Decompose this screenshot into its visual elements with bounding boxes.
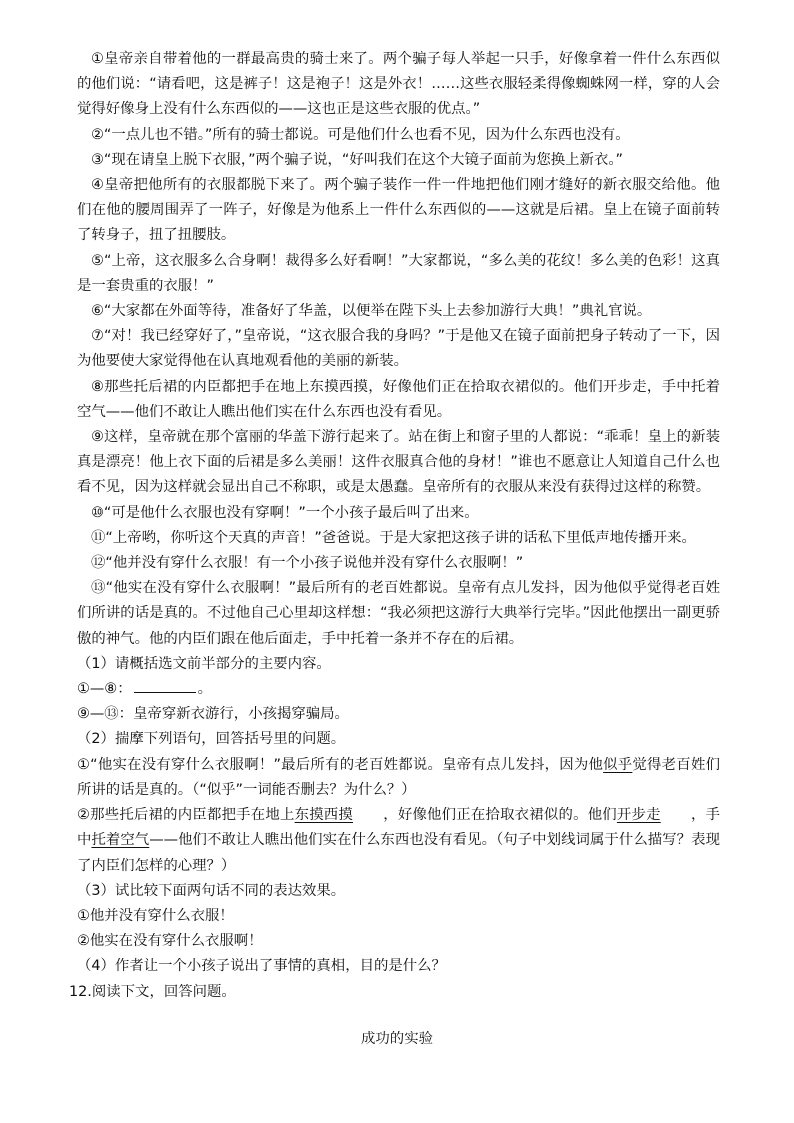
answer-blank[interactable]: [134, 678, 196, 693]
passage-paragraph-11: ⑪“上帝哟，你听这个天真的声音！”爸爸说。于是大家把这孩子讲的话私下里低声地传播开来。: [91, 529, 696, 546]
next-question-instruction: 12.阅读下文，回答问题。: [69, 983, 236, 1000]
question-2-part-a-text: ①“他实在没有穿什么衣服啊！”最后所有的老百姓都说。皇帝有点儿发抖，因为他: [77, 756, 604, 773]
document-body: [69, 47, 720, 1005]
passage-paragraph-5: ⑤“上帝，这衣服多么合身啊！裁得多么好看啊！”大家都说，“多么美的花纹！多么美的色彩！这真是一套贵重的衣服！”: [77, 252, 720, 294]
question-2-part-b-text-2: ，好像他们正在拾取衣裙似的。他们: [383, 807, 617, 824]
question-2-part-b-text-3: ，手中: [77, 807, 720, 849]
question-2-part-a-text-end: 觉得老百姓们所讲的话是真的。（“似乎”一词能否删去？为什么？）: [77, 756, 720, 798]
passage-paragraph-4: ④皇帝把他所有的衣服都脱下来了。两个骗子装作一件一件地把他们刚才缝好的新衣服交给他。他们在他的腰周围弄了一阵子，好像是为他系上一件什么东西似的——这就是后裙。皇上在镜子面前转了转身子，扭了扭腰肢。: [77, 177, 720, 244]
question-4: （4）作者让一个小孩子说出了事情的真相，目的是什么？: [77, 958, 446, 975]
passage-paragraph-1: ①皇帝亲自带着他的一群最高贵的骑士来了。两个骗子每人举起一只手，好像拿着一件什么东西似的他们说：“请看吧，这是裤子！这是袍子！这是外衣！……这些衣服轻柔得像蜘蛛网一样，穿的人会觉得好像身上没有什么东西似的——这也正是这些衣服的优点。”: [77, 51, 720, 118]
question-3-sentence-a: ①他并没有穿什么衣服！: [77, 907, 234, 924]
passage-paragraph-9: ⑨这样，皇帝就在那个富丽的华盖下游行起来了。站在街上和窗子里的人都说：“乖乖！皇上的新装真是漂亮！他上衣下面的后裙是多么美丽！这件衣服真合他的身材！”谁也不愿意让人知道自己什么也看不见，因为这样就会显出自己不称职，或是太愚蠢。皇帝所有的衣服从来没有获得过这样的称赞。: [77, 429, 720, 496]
question-2-part-b-text-4: ——他们不敢让人瞧出他们实在什么东西也没有看见。（句子中划线词属于什么描写？表现了内臣们怎样的心理？）: [77, 832, 720, 874]
passage-paragraph-12: ⑫“他并没有穿什么衣服！有一个小孩子说他并没有穿什么衣服啊！”: [91, 555, 524, 572]
question-2-part-b-text-1: ②那些托后裙的内臣都把手在地上: [77, 807, 295, 824]
passage-paragraph-6: ⑥“大家都在外面等待，准备好了华盖，以便举在陛下头上去参加游行大典！”典礼官说。: [91, 303, 652, 320]
question-1-part-b: ⑨—⑬：皇帝穿新衣游行，小孩揭穿骗局。: [77, 706, 349, 723]
question-2-part-a: [77, 753, 720, 803]
question-2: （2）揣摩下列语句，回答括号里的问题。: [77, 731, 346, 748]
question-1: （1）请概括选文前半部分的主要内容。: [77, 655, 331, 672]
passage-paragraph-10: ⑩“可是他什么衣服也没有穿啊！”一个小孩子最后叫了出来。: [91, 504, 479, 521]
question-1-part-a: [77, 677, 720, 702]
question-1-part-a-suffix: 。: [197, 681, 212, 698]
underlined-word-sihu: 似乎: [603, 756, 633, 773]
passage-paragraph-3: ③“现在请皇上脱下衣服，”两个骗子说，“好叫我们在这个大镜子面前为您换上新衣。”: [91, 151, 623, 168]
next-passage-title: 成功的实验: [361, 1031, 433, 1047]
passage-paragraph-2: ②“一点儿也不错。”所有的骑士都说。可是他们什么也看不见，因为什么东西也没有。: [91, 126, 630, 143]
underlined-word-1: 东摸西摸: [294, 807, 354, 824]
question-1-part-a-prefix: ①—⑧：: [77, 681, 132, 698]
passage-paragraph-7: ⑦“对！我已经穿好了，”皇帝说，“这衣服合我的身吗？”于是他又在镜子面前把身子转动了一下，因为他要使大家觉得他在认真地观看他的美丽的新装。: [77, 328, 720, 370]
underlined-word-2: 开步走: [616, 807, 661, 824]
question-3-sentence-b: ②他实在没有穿什么衣服啊！: [77, 933, 263, 950]
question-2-part-b: [77, 803, 720, 879]
passage-paragraph-8: ⑧那些托后裙的内臣都把手在地上东摸西摸，好像他们正在拾取衣裙似的。他们开步走，手中托着空气——他们不敢让人瞧出他们实在什么东西也没有看见。: [77, 378, 720, 420]
question-3: （3）试比较下面两句话不同的表达效果。: [77, 882, 346, 899]
passage-paragraph-13: ⑬“他实在没有穿什么衣服啊！”最后所有的老百姓都说。皇帝有点儿发抖，因为他似乎觉得老百姓们所讲的话是真的。不过他自己心里却这样想：“我必须把这游行大典举行完毕。”因此他摆出一副更骄傲的神气。他的内臣们跟在他后面走，手中托着一条并不存在的后裙。: [77, 580, 720, 647]
underlined-word-3: 托着空气: [91, 832, 150, 849]
